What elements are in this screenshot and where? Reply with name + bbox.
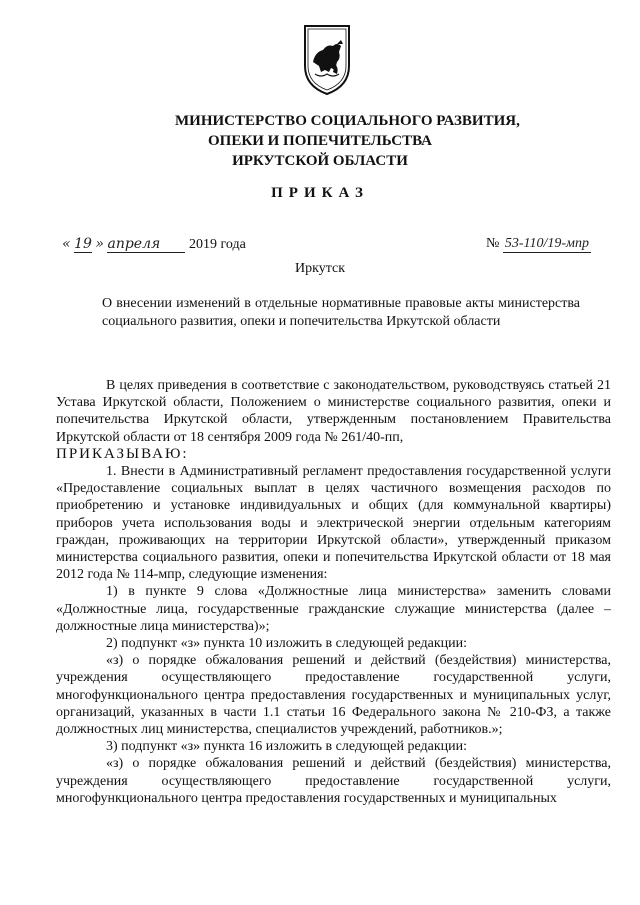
coat-of-arms-emblem [301, 22, 353, 96]
date-month-handwritten: апреля [107, 236, 185, 253]
date-open-quote: « [62, 236, 71, 252]
item-1-sub-3: 3) подпункт «з» пункта 16 изложить в следующей редакции: [106, 739, 467, 755]
preamble-paragraph: В целях приведения в соответствие с законодательством, руководствуясь статьей 21 Устава Иркутской области, Положением о министерстве социального развития, опеки и попечительства Иркутской области, утвержденным постановлением Правительства Иркутской области от 18 сентября 2009 года № 261/40-пп, [56, 378, 611, 445]
order-body [56, 377, 611, 807]
ministry-name-line-3: ИРКУТСКОЙ ОБЛАСТИ [232, 153, 408, 169]
item-1-sub-2: 2) подпункт «з» пункта 10 изложить в следующей редакции: [106, 636, 467, 652]
item-1-sub-1: 1) в пункте 9 слова «Должностные лица министерства» заменить словами «Должностные лица, государственные гражданские служащие министерства (далее – должностные лица министерства)»; [56, 584, 611, 634]
number-handwritten: 53-110/19-мпр [504, 236, 589, 251]
date-close-quote: » [95, 236, 104, 252]
item-1-sub-2-text: «з) о порядке обжалования решений и действий (бездействия) министерства, учреждения осуществляющего предоставление государственной услуги, многофункционального центра предоставления государственных и муниципальных услуг, организаций, указанных в части 1.1 статьи 16 Федерального закона № 210-ФЗ, а также должностных лиц министерства, специалистов учреждений, работников.»; [56, 653, 611, 738]
item-1-paragraph: 1. Внести в Административный регламент предоставления государственной услуги «Предоставление социальных выплат в целях частичного возмещения расходов по приобретению и установке индивидуальных и общих (для коммунальной квартиры) приборов учета использования воды и электрической энергии отдельным категориям граждан, проживающих на территории Иркутской области», утвержденный приказом министерства социального развития, опеки и попечительства Иркутской области от 18 мая 2012 года № 114-мпр, следующие изменения: [56, 464, 611, 583]
document-type-title: ПРИКАЗ [271, 185, 369, 201]
number-prefix: № [486, 236, 500, 251]
order-word: ПРИКАЗЫВАЮ: [56, 445, 189, 462]
city-name: Иркутск [294, 261, 346, 276]
order-date [62, 236, 246, 253]
order-subject: О внесении изменений в отдельные нормативные правовые акты министерства социального развития, опеки и попечительства Иркутской области [102, 296, 580, 329]
date-year: 2019 года [188, 237, 246, 252]
item-1-sub-3-text: «з) о порядке обжалования решений и действий (бездействия) министерства, учреждения осуществляющего предоставление государственной услуги, многофункционального центра предоставления государственных и муниципальных [56, 756, 611, 806]
ministry-name-line-1: МИНИСТЕРСТВО СОЦИАЛЬНОГО РАЗВИТИЯ, [175, 113, 520, 129]
order-number [486, 236, 591, 253]
ministry-name-line-2: ОПЕКИ И ПОПЕЧИТЕЛЬСТВА [208, 133, 432, 149]
date-day-handwritten: 19 [74, 236, 92, 252]
